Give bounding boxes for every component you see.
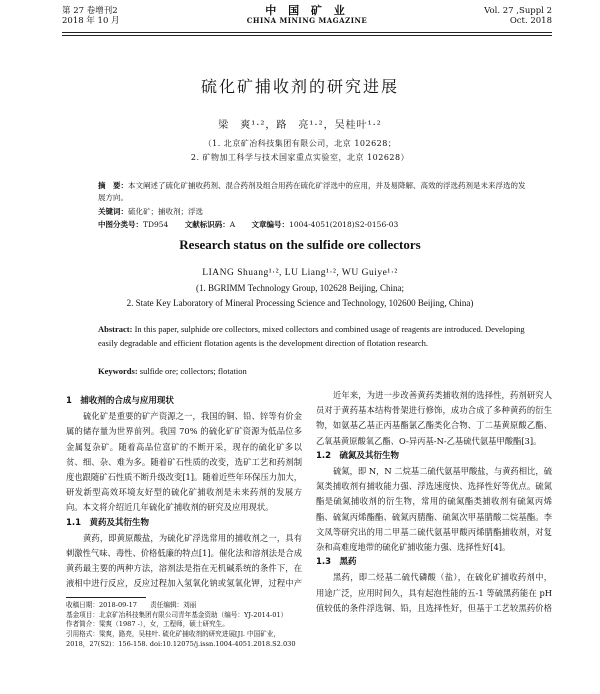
running-header [62,6,552,30]
keywords-en-label: Keywords: [98,366,138,376]
doc-code-value: A [229,220,236,229]
abstract-en-text: In this paper, sulphide ore collectors, mixed collectors and combined usage of reagents are introduced. Developing easily degradable and efficient flotation agents is the development direction of flotation research. [98,324,525,348]
keywords-en-text: sulfide ore; collectors; flotation [139,366,247,376]
header-rule-thin [62,35,552,36]
date-cn: 2018 年 10 月 [62,16,120,26]
journal-name-cn: 中 国 矿 业 [265,4,349,17]
body-column-right [316,388,552,614]
affiliation-cn-2: 2. 矿物加工科学与技术国家重点实验室，北京 102628） [190,153,410,162]
keywords-cn-text: 硫化矿；捕收剂；浮选 [128,207,203,216]
affiliation-en-2: 2. State Key Laboratory of Mineral Processing Science and Technology, 102600 Beijing, China) [126,298,474,308]
date-en: Oct. 2018 [509,16,552,26]
volume-cn: 第 27 卷增刊2 [62,6,118,16]
right-col-paragraph-1: 近年来，为进一步改善黄药类捕收剂的选择性，药剂研究人员对于黄药基本结构骨架进行修饰，成功合成了多种黄药的衍生物，如氨基乙基正丙基酯氯乙酯类化合物、丁二基黄原酸乙酯、乙氧基黄原酸氧乙酯、O-异丙基-N-乙基硫代氨基甲酸酯[3]。 [316,390,552,446]
article-title-cn: 硫化矿捕收剂的研究进展 [200,77,399,96]
section-1-2-paragraph: 硫氮，即 N，N 二烷基二硫代氨基甲酸盐，与黄药相比，硫氮类捕收剂有捕收能力强、浮选速度快、选择性好等优点。硫氮酯是硫氮捕收剂的衍生物，常用的硫氮酯类捕收剂有硫氮丙烯酯、硫氮丙烯酯酯、硫氮丙腈酯、硫氮次甲基腈酸二烷基酯。李文凤等研究出的用二甲基二硫代氨基甲酸丙烯腈酯捕收剂，对复杂和高难度地带的硫化矿捕收能力强、选择性好[4]。 [316,466,552,553]
section-1-2-heading: 1.2 硫氮及其衍生物 [316,450,400,461]
footnote-author: 作者简介：梁爽（1987 -），女，工程师，硕士研究生。 [66,620,229,629]
article-number-label: 文章编号： [251,220,290,229]
classification-row [98,219,528,231]
article-title-en: Research status on the sulfide ore collectors [179,237,421,252]
keywords-cn-label: 关键词： [98,207,128,216]
abstract-cn [98,180,528,204]
abstract-en-label: Abstract: [98,324,133,334]
section-1-1-heading: 1.1 黄药及其衍生物 [66,517,150,528]
affiliation-cn-1: （1. 北京矿冶科技集团有限公司，北京 102628； [203,139,397,148]
header-right [484,6,552,26]
authors-en: LIANG Shuang¹·², LU Liang¹·², WU Guiye¹·² [202,268,398,278]
journal-name-en: CHINA MINING MAGAZINE [246,16,368,25]
authors-cn: 梁 爽¹·²，路 亮¹·²，吴桂叶¹·² [218,120,382,131]
footnote-citation: 引用格式：梁爽，路亮，吴桂叶. 硫化矿捕收剂的研究进展[J]. 中国矿业，2018，27(S2)：156-158. doi:10.12075/j.issn.1004-4051.2018.S2.030 [66,630,296,649]
section-1-3-paragraph: 黑药，即二烃基二硫代磷酸（盐），在硫化矿捕收药剂中，用途广泛，应用时间久，具有起泡性能的五-1 等硫黑药能在 pH 值较低的条件浮选铜、铅，且选择性好，但基于工艺较黑药价格 [316,572,552,613]
section-1-1-paragraph: 黄药，即黄原酸盐，为硫化矿浮选常用的捕收剂之一，具有刺激性气味、毒性、价格低廉的特点[1]。催化法和溶剂法是合成黄药最主要的两种方法，溶剂法是指在无机碱系统的条件下，在液相中进行反应，反应过程加入氢氧化钠或氢氧化钾，过程中产 [66,532,302,589]
abstract-en [98,322,528,350]
footnote-received: 收稿日期：2018-09-17 责任编辑：刘丽 [66,600,197,609]
abstract-cn-text: 本文阐述了硫化矿捕收药剂、混合药剂及组合用药在硫化矿浮选中的应用，并及易降解、高效的浮选药剂是未来浮选的发展方向。 [98,181,526,202]
abstract-cn-label: 摘 要： [98,181,128,190]
keywords-cn [98,206,528,218]
section-1-paragraph: 硫化矿是重要的矿产资源之一，我国的铜、铅、锌等有价金属的储存量为世界前列。我国 70% 的硫化矿矿资源为低品位多金属复杂矿。随着高品位富矿的不断开采，现存的硫化矿多以贫、细、杂、难为多。随着矿石性质的改变，选矿工艺和药剂制度也跟随矿石性质不断升级改变[1]。随着近些年环保压力加大，研发新型高效环境友好型的硫化矿捕收剂是未来药剂的发展方向。本文将介绍近几年硫化矿捕收剂的研究及应用现状。 [66,411,302,513]
section-1-3-heading: 1.3 黑药 [316,557,357,568]
affiliation-en-1: (1. BGRIMM Technology Group, 102628 Beijing, China; [196,283,404,293]
clc-label: 中图分类号： [98,220,143,229]
header-center [62,6,552,26]
body-column-left [66,394,302,650]
footnote-rule [66,597,146,598]
section-1-heading: 1 捕收剂的合成与应用现状 [66,396,174,406]
article-number-value: 1004-4051(2018)S2-0156-03 [289,220,399,229]
keywords-en [98,364,528,378]
doc-code-label: 文献标识码： [184,220,230,229]
clc-value: TD954 [143,220,169,229]
volume-en: Vol. 27 ,Suppl 2 [484,6,552,16]
footnote-fund: 基金项目：北京矿冶科技集团有限公司青年基金资助（编号：YJ-2014-01） [66,610,288,619]
header-rule [62,32,552,33]
